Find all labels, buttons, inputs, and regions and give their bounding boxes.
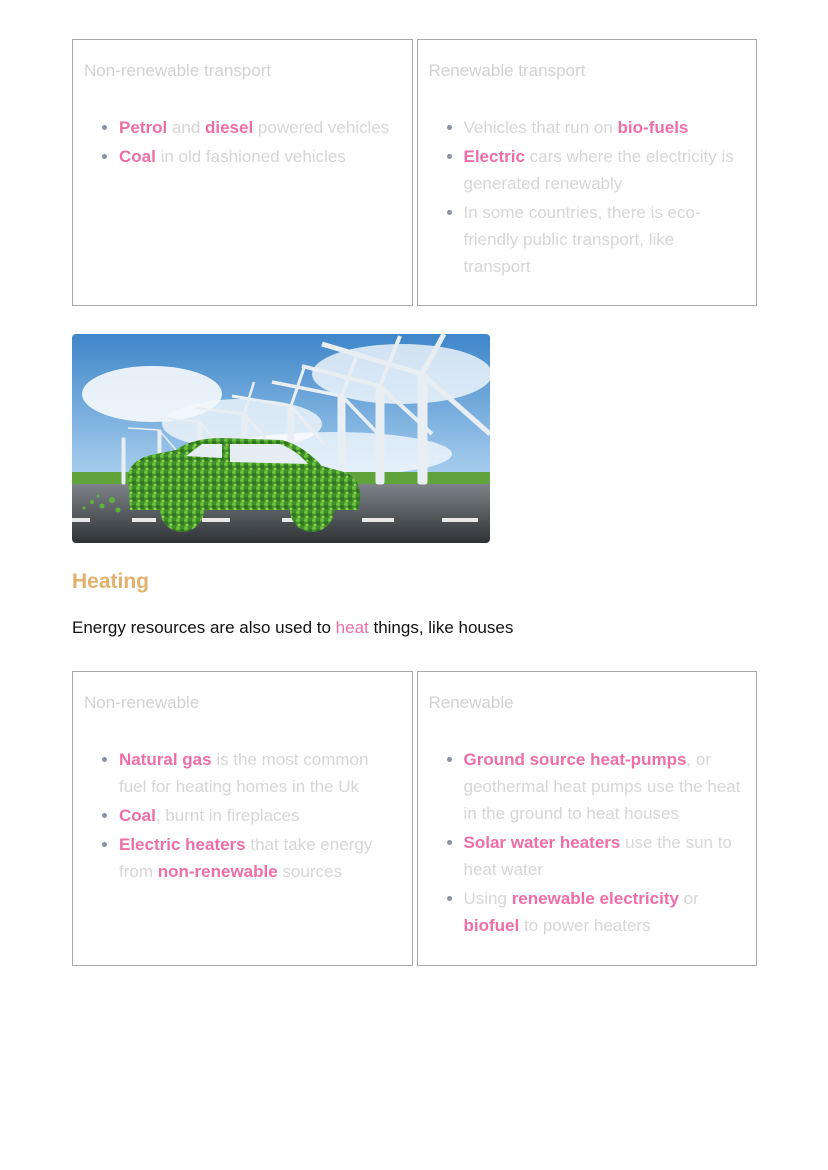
list-item: [464, 746, 746, 827]
item-text: Vehicles that run on: [463, 118, 618, 137]
highlight-text: Electric heaters: [119, 835, 246, 854]
paragraph-text: things, like houses: [368, 618, 514, 637]
highlight-text: heat: [335, 618, 369, 637]
item-text: to power heaters: [519, 916, 651, 935]
heating-table: [72, 671, 757, 966]
list-item: [464, 829, 746, 883]
highlight-text: diesel: [205, 118, 254, 137]
heating-paragraph: [72, 618, 513, 638]
nonrenewable-transport-list: [84, 114, 401, 170]
highlight-text: renewable electricity: [511, 889, 679, 908]
transport-table: [72, 39, 757, 306]
renewable-transport-list: [429, 114, 746, 280]
item-text: powered vehicles: [253, 118, 390, 137]
item-text: use the sun to heat water: [463, 833, 732, 879]
highlight-text: Electric: [463, 147, 525, 166]
renewable-transport-cell: [417, 39, 758, 306]
list-item: [119, 114, 401, 141]
list-item: [119, 143, 401, 170]
highlight-text: non-renewable: [157, 862, 278, 881]
list-item: [119, 802, 401, 829]
item-text: that take energy from: [119, 835, 373, 881]
highlight-text: bio-fuels: [617, 118, 689, 137]
highlight-text: Petrol: [119, 118, 168, 137]
cell-title: Renewable transport: [428, 61, 586, 80]
list-item: [464, 114, 746, 141]
highlight-text: biofuel: [463, 916, 520, 935]
item-text: sources: [277, 862, 342, 881]
highlight-text: Natural gas: [119, 750, 212, 769]
renewable-heating-cell: [417, 671, 758, 966]
list-item: [464, 885, 746, 939]
list-item: [464, 199, 746, 280]
item-text: Using: [463, 889, 512, 908]
nonrenewable-heating-cell: [72, 671, 413, 966]
car-turbines-illustration: [72, 334, 490, 543]
list-item: [119, 746, 401, 800]
item-text: in old fashioned vehicles: [155, 147, 346, 166]
highlight-text: Coal: [119, 806, 156, 825]
list-item: [119, 831, 401, 885]
item-text: cars where the electricity is generated renewably: [463, 147, 734, 193]
item-text: , burnt in fireplaces: [155, 806, 300, 825]
item-text: In some countries, there is eco-friendly public transport, like transport: [463, 203, 701, 276]
highlight-text: Ground source heat-pumps: [463, 750, 687, 769]
cell-title: Non-renewable: [84, 693, 200, 712]
green-car-image: [72, 334, 490, 543]
list-item: [464, 143, 746, 197]
item-text: is the most common fuel for heating homes in the Uk: [119, 750, 369, 796]
item-text: and: [167, 118, 205, 137]
nonrenewable-transport-cell: [72, 39, 413, 306]
cell-title: Non-renewable transport: [84, 61, 272, 80]
highlight-text: Coal: [119, 147, 156, 166]
renewable-heating-list: [429, 746, 746, 939]
item-text: , or geothermal heat pumps use the heat in the ground to heat houses: [463, 750, 741, 823]
item-text: or: [678, 889, 699, 908]
heating-heading: Heating: [72, 570, 150, 593]
paragraph-text: Energy resources are also used to: [72, 618, 336, 637]
highlight-text: Solar water heaters: [463, 833, 621, 852]
nonrenewable-heating-list: [84, 746, 401, 885]
cell-title: Renewable: [428, 693, 514, 712]
